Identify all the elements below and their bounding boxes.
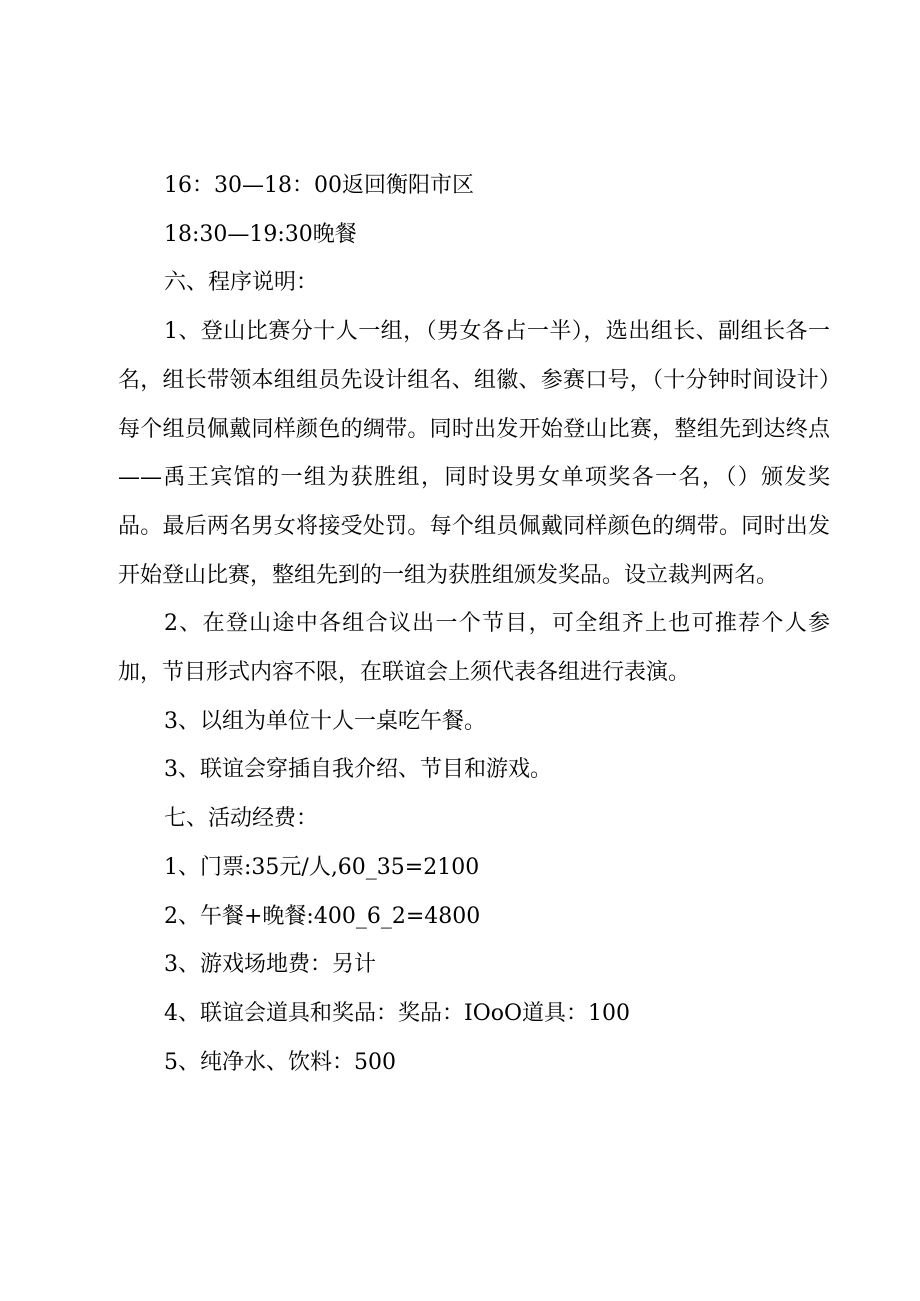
budget-item-venue: 3、游戏场地费：另计 [164, 952, 376, 978]
budget-item-meals: 2、午餐+晚餐:400_6_2=4800 [164, 903, 481, 929]
budget-item-tickets: 1、门票:35元/人,60_35=2100 [164, 854, 480, 880]
procedure-item-1: 1、登山比赛分十人一组，（男女各占一半），选出组长、副组长各一名，组长带领本组组员先设计组名、组徽、参赛口号，（十分钟时间设计）每个组员佩戴同样颜色的绸带。同时出发开始登山比赛，整组先到达终点——禹王宾馆的一组为获胜组，同时设男女单项奖各一名，（）颁发奖品。最后两名男女将接受处罚。每个组员佩戴同样颜色的绸带。同时出发开始登山比赛，整组先到的一组为获胜组颁发奖品。设立裁判两名。 [118, 319, 830, 588]
schedule-dinner: 18:30—19:30晚餐 [164, 221, 357, 247]
section-heading-procedure: 六、程序说明： [164, 270, 319, 296]
procedure-item-3-lunch: 3、以组为单位十人一桌吃午餐。 [164, 708, 486, 734]
procedure-item-2: 2、在登山途中各组合议出一个节目，可全组齐上也可推荐个人参加，节目形式内容不限，在联谊会上须代表各组进行表演。 [118, 611, 830, 686]
section-heading-budget: 七、活动经费： [164, 806, 319, 832]
document-page [118, 162, 830, 1087]
budget-item-props: 4、联谊会道具和奖品：奖品：IOoO道具：100 [164, 1000, 630, 1026]
budget-item-drinks: 5、纯净水、饮料：500 [164, 1049, 396, 1075]
schedule-return: 16：30—18：00返回衡阳市区 [164, 173, 474, 198]
procedure-item-3-party: 3、联谊会穿插自我介绍、节目和游戏。 [164, 757, 552, 783]
